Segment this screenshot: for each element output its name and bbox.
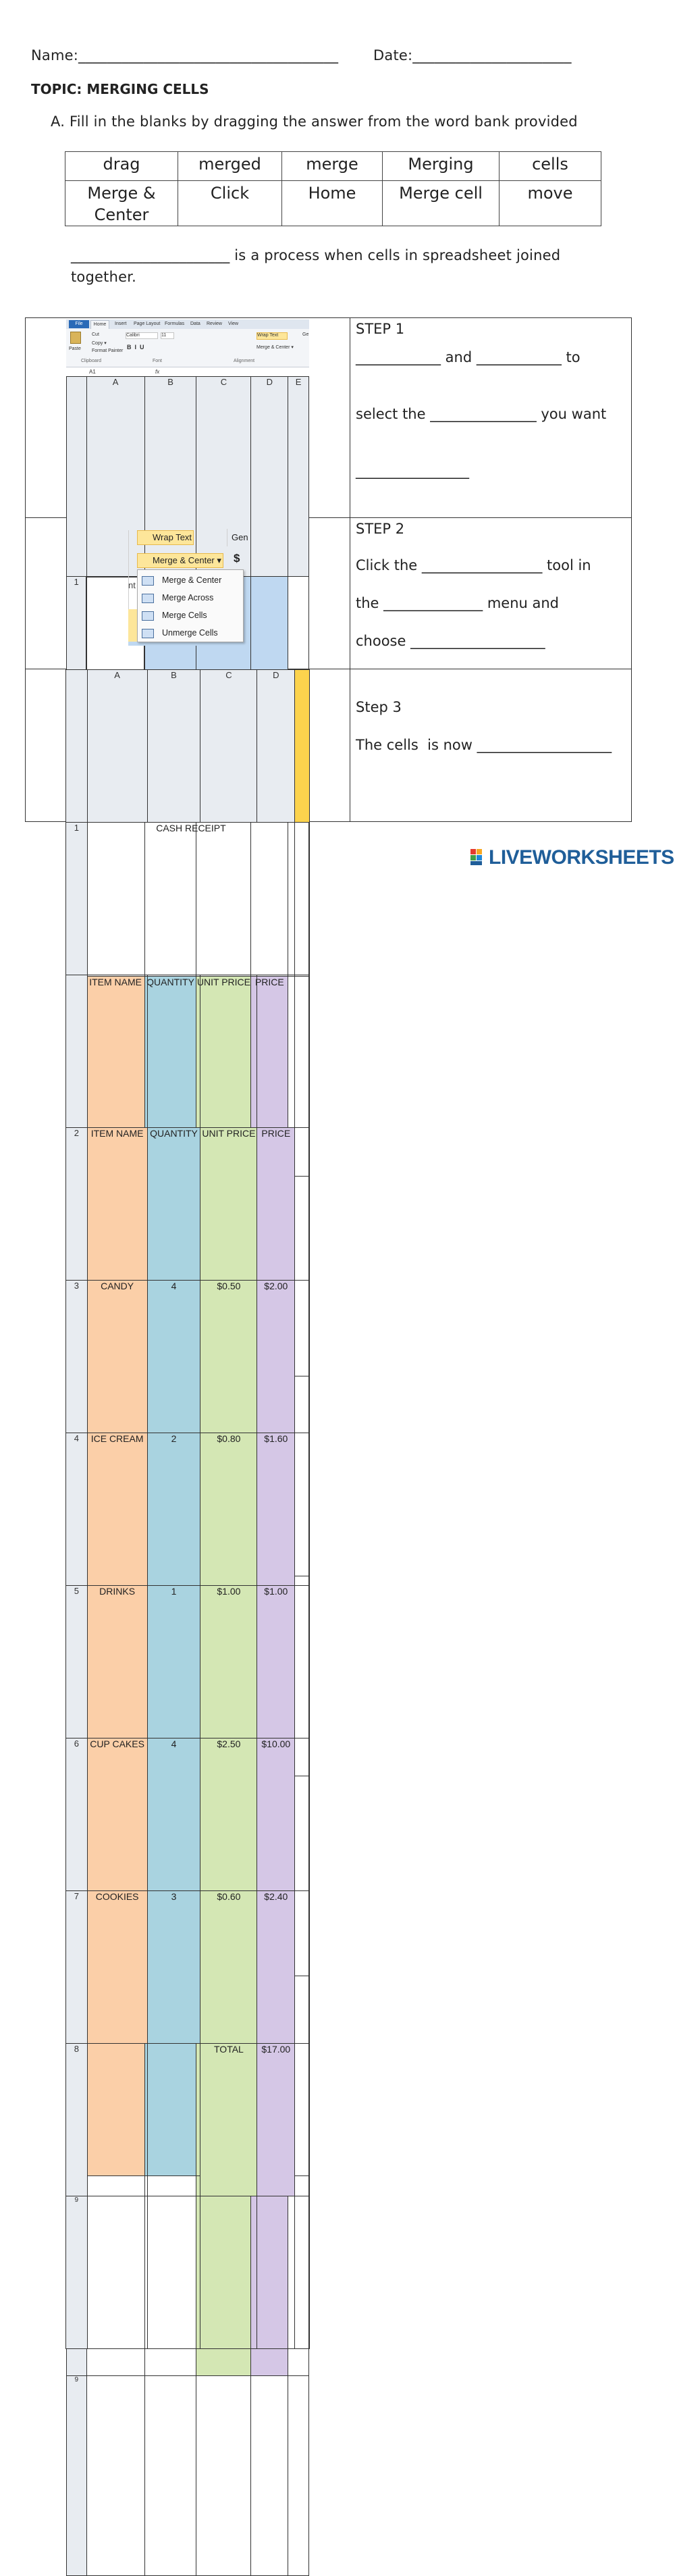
cell: $1.00 bbox=[200, 1586, 257, 1738]
col-header-e: E bbox=[288, 377, 309, 577]
spreadsheet-grid-after bbox=[65, 669, 310, 2349]
row-header: 1 bbox=[67, 577, 87, 777]
copy-label: Copy ▾ bbox=[92, 341, 107, 346]
step1-text-cell bbox=[350, 318, 632, 518]
currency-icon: $ bbox=[234, 552, 240, 565]
wrap-text-button-small: Wrap Text bbox=[256, 332, 288, 340]
merge-across-icon bbox=[142, 594, 154, 603]
cell bbox=[87, 975, 147, 1128]
cell: DRINKS bbox=[87, 1586, 147, 1738]
merge-center-button: Merge & Center ▾ bbox=[137, 553, 223, 568]
menu-item-merge-center: Merge & Center bbox=[162, 575, 222, 585]
number-format-box: Gen bbox=[227, 529, 267, 546]
step3-image-cell bbox=[26, 669, 350, 2204]
cell bbox=[87, 2196, 147, 2349]
cell bbox=[200, 2196, 257, 2349]
cell bbox=[200, 975, 257, 1128]
data-tab: Data bbox=[190, 321, 200, 326]
row-header: 4 bbox=[66, 1433, 88, 1586]
topic-heading: TOPIC: MERGING CELLS bbox=[31, 81, 209, 97]
cell: $2.40 bbox=[257, 1891, 295, 2044]
menu-item-unmerge-cells: Unmerge Cells bbox=[162, 628, 218, 638]
cell: $1.60 bbox=[257, 1433, 295, 1586]
alignment-group-label: Alignment bbox=[234, 359, 255, 363]
logo-square-i bbox=[477, 849, 482, 854]
fx-icon: fx bbox=[155, 369, 160, 375]
wrap-text-button: Wrap Text bbox=[137, 530, 194, 545]
header-cell: QUANTITY bbox=[147, 1128, 200, 1281]
step2-blank-line-2[interactable]: the ______________ menu and bbox=[356, 595, 559, 611]
word-merge-and-center[interactable]: Merge & Center bbox=[65, 181, 178, 226]
name-field-line: Name:____________________________________ bbox=[31, 47, 339, 63]
col-header-a: A bbox=[87, 670, 147, 823]
logo-square-e bbox=[477, 855, 482, 860]
liveworksheets-logo-text: LIVEWORKSHEETS bbox=[489, 846, 674, 869]
col-header-d: D bbox=[251, 377, 288, 577]
corner-cell bbox=[66, 670, 88, 823]
logo-square-l bbox=[470, 849, 476, 854]
cell: ICE CREAM bbox=[87, 1433, 147, 1586]
cell: $0.50 bbox=[200, 1281, 257, 1433]
paste-icon bbox=[70, 332, 81, 344]
step3-title: Step 3 bbox=[356, 699, 402, 715]
cell bbox=[295, 2044, 310, 2196]
cell: 4 bbox=[147, 1738, 200, 1891]
header-cell: ITEM NAME bbox=[86, 977, 144, 1177]
word-bank-table bbox=[65, 151, 601, 226]
font-size-box: 11 bbox=[161, 332, 174, 339]
word-merging[interactable]: Merging bbox=[383, 152, 500, 181]
header-cell: UNIT PRICE bbox=[200, 1128, 257, 1281]
row-header: 8 bbox=[66, 2044, 88, 2196]
merge-dropdown-menu bbox=[137, 569, 244, 642]
format-painter-label: Format Painter bbox=[92, 349, 124, 353]
merge-cells-icon bbox=[142, 611, 154, 621]
cell bbox=[257, 2196, 295, 2349]
header-cell: UNIT PRICE bbox=[196, 977, 251, 1177]
partial-ribbon-text: nt bbox=[128, 580, 136, 590]
row-header: 7 bbox=[66, 1891, 88, 2044]
cut-label: Cut bbox=[92, 332, 99, 337]
col-header-c: C bbox=[196, 377, 251, 577]
row-header: 9 bbox=[67, 2376, 87, 2576]
unmerge-cells-icon bbox=[142, 629, 154, 638]
step2-image-cell bbox=[26, 518, 350, 669]
merge-menu-screenshot bbox=[26, 518, 350, 669]
cell bbox=[196, 2376, 251, 2576]
date-field-line: Date:______________________ bbox=[373, 47, 572, 63]
font-group-label: Font bbox=[153, 359, 163, 363]
row-header bbox=[66, 975, 88, 1128]
row-header: 2 bbox=[66, 1128, 88, 1281]
cell bbox=[251, 2376, 288, 2576]
step1-blank-line-2[interactable]: select the _______________ you want bbox=[356, 406, 607, 422]
cell bbox=[288, 2376, 309, 2576]
logo-square-v bbox=[470, 855, 476, 860]
home-tab: Home bbox=[90, 320, 109, 329]
total-label-cell: TOTAL bbox=[200, 2044, 257, 2196]
merge-center-button-small: Merge & Center ▾ bbox=[256, 345, 294, 350]
review-tab: Review bbox=[207, 321, 222, 326]
merged-title-cell: CASH RECEIPT bbox=[87, 823, 295, 975]
total-value-cell: $17.00 bbox=[257, 2044, 295, 2196]
paste-label: Paste bbox=[69, 346, 81, 351]
view-tab: View bbox=[228, 321, 239, 326]
word-merge-cell[interactable]: Merge cell bbox=[383, 181, 500, 226]
step1-blank-line-1[interactable]: ____________ and ____________ to bbox=[356, 349, 580, 365]
header-cell: PRICE bbox=[251, 977, 288, 1177]
word-merged[interactable]: merged bbox=[178, 152, 282, 181]
col-header-b: B bbox=[144, 377, 196, 577]
col-header-d: D bbox=[257, 670, 295, 823]
cell bbox=[257, 975, 295, 1128]
cell bbox=[295, 823, 310, 975]
step3-text-cell bbox=[350, 669, 632, 822]
formulas-tab: Formulas bbox=[165, 321, 185, 326]
cell bbox=[295, 1891, 310, 2044]
step1-title: STEP 1 bbox=[356, 321, 405, 337]
cell bbox=[295, 1586, 310, 1738]
menu-item-merge-across: Merge Across bbox=[162, 593, 214, 602]
cell bbox=[295, 1433, 310, 1586]
word-cells[interactable]: cells bbox=[500, 152, 601, 181]
row-header: 9 bbox=[66, 2196, 88, 2349]
cell bbox=[147, 2044, 200, 2196]
word-click[interactable]: Click bbox=[178, 181, 282, 226]
name-box: A1 bbox=[89, 369, 96, 375]
cell bbox=[87, 2044, 147, 2196]
row-header: 1 bbox=[66, 823, 88, 975]
menu-item-merge-cells: Merge Cells bbox=[162, 611, 207, 620]
cell bbox=[295, 975, 310, 1128]
cell: $0.60 bbox=[200, 1891, 257, 2044]
bold-italic-underline-icons: B I U bbox=[127, 344, 144, 351]
cell: $10.00 bbox=[257, 1738, 295, 1891]
cell bbox=[295, 1128, 310, 1281]
step1-blank-line-3[interactable]: ________________ bbox=[356, 463, 469, 479]
word-home[interactable]: Home bbox=[282, 181, 383, 226]
excel-ribbon bbox=[66, 319, 309, 376]
col-header-a: A bbox=[86, 377, 144, 577]
cell: 4 bbox=[147, 1281, 200, 1433]
cell bbox=[295, 1281, 310, 1433]
number-format-partial: Ge bbox=[302, 332, 309, 337]
cell bbox=[144, 2376, 196, 2576]
header-cell: ITEM NAME bbox=[87, 1128, 147, 1281]
row-header: 5 bbox=[66, 1586, 88, 1738]
cell: CUP CAKES bbox=[87, 1738, 147, 1891]
step2-title: STEP 2 bbox=[356, 521, 405, 537]
file-tab: File bbox=[69, 320, 89, 328]
cell: 1 bbox=[147, 1586, 200, 1738]
excel-screenshot-after bbox=[65, 669, 310, 2204]
definition-line-2: together. bbox=[71, 269, 136, 285]
cell: $2.50 bbox=[200, 1738, 257, 1891]
col-header-c: C bbox=[200, 670, 257, 823]
logo-bar bbox=[470, 861, 482, 865]
cell: CANDY bbox=[87, 1281, 147, 1433]
cell bbox=[295, 2196, 310, 2349]
insert-tab: Insert bbox=[115, 321, 127, 326]
merge-center-icon bbox=[142, 576, 154, 586]
cell bbox=[295, 1738, 310, 1891]
word-move[interactable]: move bbox=[500, 181, 601, 226]
liveworksheets-logo-icon bbox=[470, 849, 488, 867]
word-drag[interactable]: drag bbox=[65, 152, 178, 181]
row-header: 3 bbox=[66, 1281, 88, 1433]
header-cell: PRICE bbox=[257, 1128, 295, 1281]
step2-blank-line-3[interactable]: choose ___________________ bbox=[356, 633, 545, 649]
cell: $1.00 bbox=[257, 1586, 295, 1738]
col-header-b: B bbox=[147, 670, 200, 823]
highlight-block bbox=[128, 609, 138, 642]
row-header: 6 bbox=[66, 1738, 88, 1891]
cell: $0.80 bbox=[200, 1433, 257, 1586]
cell bbox=[86, 2376, 144, 2576]
definition-line-1[interactable]: ______________________ is a process when cells in spreadsheet joined bbox=[71, 247, 561, 263]
instruction-text: A. Fill in the blanks by dragging the answer from the word bank provided bbox=[51, 113, 578, 130]
header-cell: QUANTITY bbox=[144, 977, 196, 1177]
step2-blank-line-1[interactable]: Click the _________________ tool in bbox=[356, 557, 591, 573]
clipboard-group-label: Clipboard bbox=[81, 359, 101, 363]
col-header-e bbox=[295, 670, 310, 823]
cell: $2.00 bbox=[257, 1281, 295, 1433]
cell: 3 bbox=[147, 1891, 200, 2044]
step2-text-cell bbox=[350, 518, 632, 669]
word-merge[interactable]: merge bbox=[282, 152, 383, 181]
page-layout-tab: Page Layout bbox=[134, 321, 161, 326]
step3-blank-line-1[interactable]: The cells is now ___________________ bbox=[356, 737, 612, 753]
cell: COOKIES bbox=[87, 1891, 147, 2044]
cell bbox=[147, 2196, 200, 2349]
cell bbox=[147, 975, 200, 1128]
font-name-box: Calibri bbox=[126, 332, 158, 339]
cell: 2 bbox=[147, 1433, 200, 1586]
